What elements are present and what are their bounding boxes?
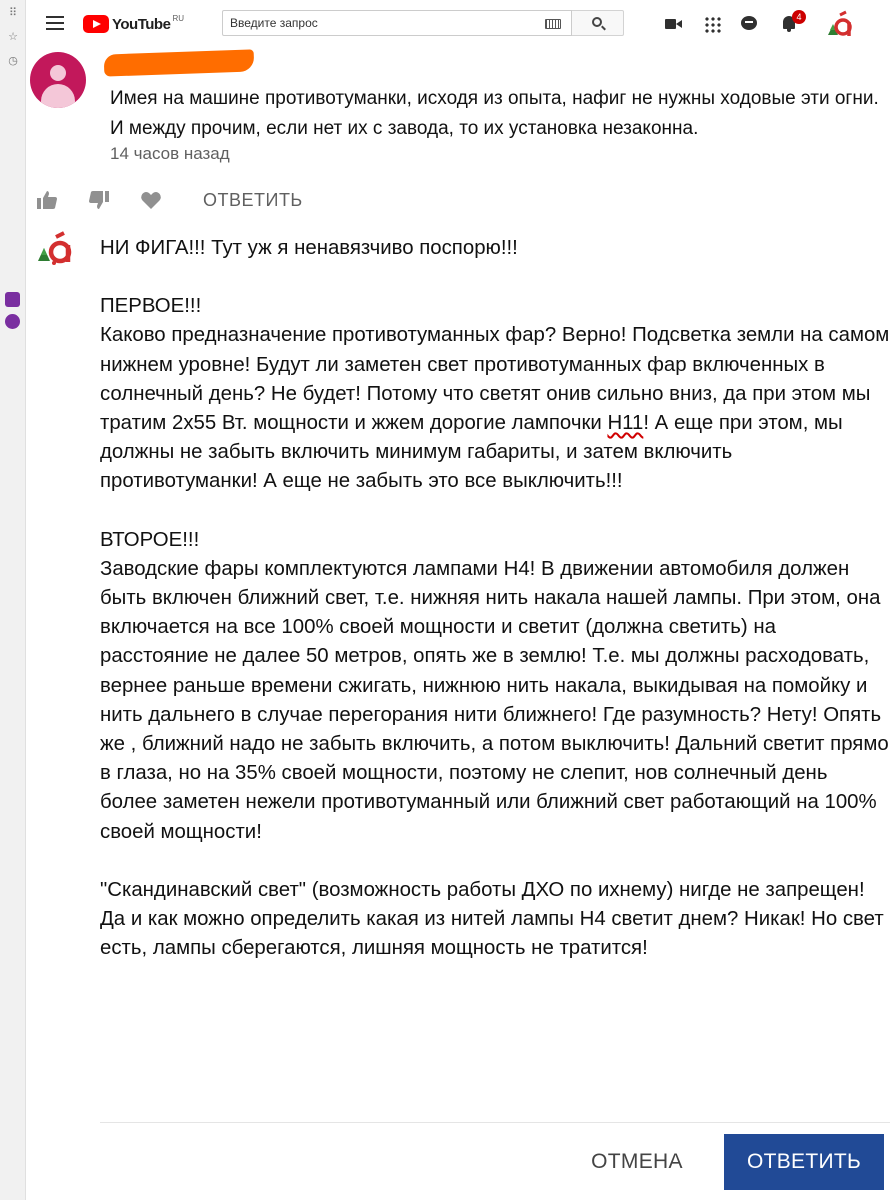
redacted-author-name <box>104 49 255 76</box>
search-button[interactable] <box>572 10 624 36</box>
history-icon[interactable]: ◷ <box>8 55 18 67</box>
search-box <box>222 10 572 36</box>
thumbs-down-icon[interactable] <box>88 190 110 210</box>
star-icon[interactable]: ☆ <box>8 31 18 43</box>
reply-textarea[interactable] <box>100 234 890 963</box>
avatar[interactable] <box>30 52 86 108</box>
comment-actions <box>36 184 436 216</box>
comment-timestamp[interactable]: 14 часов назад <box>110 144 230 163</box>
create-video-icon[interactable] <box>664 14 684 34</box>
reply-paragraph-third: "Скандинавский свет" (возможность работы ДХО по ихнему) нигде не запрещен! Да и как можно определить какая из нитей лампы Н4 светит днем? Никак! Но свет есть, лампы сберегаются, лишняя мощность не тратится! <box>100 878 884 960</box>
search-input[interactable] <box>223 11 523 35</box>
account-avatar-icon[interactable] <box>822 8 854 40</box>
apps-icon[interactable] <box>703 15 721 33</box>
keyboard-icon[interactable] <box>545 19 561 29</box>
cancel-button[interactable]: ОТМЕНА <box>582 1134 692 1190</box>
reply-heading-first: ПЕРВОЕ!!! <box>100 295 202 318</box>
logo-text: YouTube <box>112 15 171 33</box>
menu-icon[interactable] <box>46 16 64 30</box>
comment-thread <box>26 48 894 1200</box>
play-icon <box>83 15 109 33</box>
thumbs-up-icon[interactable] <box>36 190 58 210</box>
comment-text: Имея на машине противотуманки, исходя из опыта, нафиг не нужны ходовые эти огни. И между прочим, если нет их с завода, то их установка незаконна. <box>110 88 879 139</box>
reply-line-intro: НИ ФИГА!!! Тут уж я ненавязчиво поспорю!!! <box>100 237 518 259</box>
notification-badge: 4 <box>792 10 806 24</box>
reply-paragraph-second: Заводские фары комплектуются лампами Н4! В движении автомобиля должен быть включен ближний свет, т.е. нижняя нить накала нашей лампы. При этом, она включается на все 100% своей мощности и светит (должна светить) на расстояние не далее 50 метров, опять же в землю! Т.е. мы должны расходовать, вернее раньше времени сжигать, нижнюю нить накала, выкидывая на помойку и нить дальнего в случае перегорания нити ближнего! Где разумность? Нету! Опять же , ближний надо не забыть включить, а потом выключить! Дальний светит прямо в глаза, но на 35% своей мощности, поэтому не слепит, нов солнечный день более заметен нежели противотуманный или ближний свет работающий на 100% своей мощности! <box>100 557 889 843</box>
reply-underline <box>100 1122 890 1123</box>
browser-sidebar <box>0 0 26 1200</box>
reply-link[interactable]: ОТВЕТИТЬ <box>203 190 303 210</box>
top-bar <box>26 0 894 48</box>
reply-paragraph-first: Каково предназначение противотуманных фар? Верно! Подсветка земли на самом нижнем уровне! Будут ли заметен свет противотуманных фар включенных в солнечный день? Не будет! Потому что светят онив сильно вниз, да при этом мы тратим 2х55 Вт. мощности и жжем дорогие лампочки Н11! А еще при этом, мы должны не забыть включить минимум габариты, и затем включить противотуманки! А еще не забыть это все выключить!!! <box>100 324 890 493</box>
youtube-logo[interactable] <box>83 14 184 34</box>
apps-grid-icon[interactable]: ⠿ <box>8 7 18 19</box>
instagram-icon[interactable] <box>5 292 20 307</box>
reply-avatar-icon <box>36 228 76 268</box>
search-icon <box>592 17 602 27</box>
viber-icon[interactable] <box>5 314 20 329</box>
logo-region: RU <box>172 13 184 23</box>
spellcheck-underline[interactable]: Н11 <box>607 412 644 435</box>
messages-icon[interactable] <box>740 14 760 34</box>
submit-reply-button[interactable]: ОТВЕТИТЬ <box>724 1134 884 1190</box>
heart-icon[interactable] <box>140 190 162 210</box>
reply-heading-second: ВТОРОЕ!!! <box>100 528 200 551</box>
